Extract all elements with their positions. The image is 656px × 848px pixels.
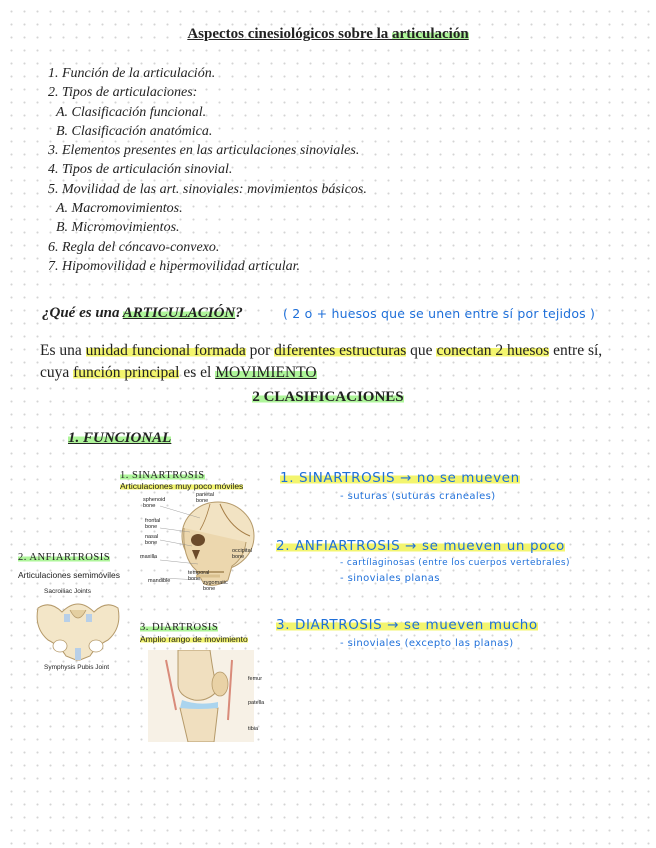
note-sinartrosis-item: - suturas (suturas craneales) — [340, 491, 496, 502]
toc-list — [48, 64, 367, 276]
skull-label-frontal: frontal bone — [145, 518, 161, 530]
toc-item: A. Macromovimientos. — [56, 201, 183, 217]
note-diartrosis-heading: 3. DIARTROSIS → se mueven mucho — [276, 617, 538, 633]
toc-item: 7. Hipomovilidad e hipermovilidad articular. — [48, 258, 300, 274]
note-anfiartrosis-item: - cartílaginosas (entre los cuerpos vertebrales) — [340, 558, 570, 568]
toc-item: 5. Movilidad de las art. sinoviales: movimientos básicos. — [48, 181, 367, 197]
diartrosis-figure-subtitle: Amplio rango de movimiento — [140, 634, 248, 644]
skull-label-parietal: parietal bone — [196, 492, 215, 504]
skull-label-maxilla: maxilla — [140, 554, 158, 560]
page-title — [0, 26, 656, 43]
title-text: Aspectos cinesiológicos sobre la articulación — [187, 26, 469, 42]
note-sinartrosis-heading: 1. SINARTROSIS → no se mueven — [280, 470, 520, 486]
sinartrosis-figure-subtitle: Articulaciones muy poco móviles — [120, 481, 244, 491]
toc-item: 6. Regla del cóncavo-convexo. — [48, 239, 220, 255]
toc-item: 2. Tipos de articulaciones: — [48, 85, 198, 101]
toc-item: A. Clasificación funcional. — [56, 104, 207, 120]
note-anfiartrosis-heading: 2. ANFIARTROSIS → se mueven un poco — [276, 538, 565, 554]
knee-label-femur: femur — [248, 676, 263, 682]
definition-paragraph: Es una unidad funcional formada por diferentes estructuras que conectan 2 huesos entre sí, cuya función principal es el MOVIMIENTO — [40, 342, 603, 381]
knee-label-patella: patella — [248, 700, 265, 706]
note-anfiartrosis-item: - sinoviales planas — [340, 573, 440, 584]
skull-label-mandible: mandible — [148, 578, 171, 584]
toc-item: 4. Tipos de articulación sinovial. — [48, 162, 233, 178]
sinartrosis-figure-title: 1. SINARTROSIS — [120, 470, 205, 481]
pelvis-illustration — [30, 594, 126, 666]
skull-label-occipital: occipital bone — [232, 548, 252, 560]
knee-label-tibia: tibia — [248, 726, 259, 732]
functional-heading: 1. FUNCIONAL — [68, 430, 172, 446]
question-handwritten-note: ( 2 o + huesos que se unen entre sí por tejidos ) — [283, 306, 596, 321]
anfiartrosis-figure-subtitle: Articulaciones semimóviles — [18, 570, 121, 580]
pelvis-label-symphysis: Symphysis Pubis Joint — [44, 664, 110, 671]
classifications-heading: 2 CLASIFICACIONES — [252, 389, 404, 405]
knee-illustration — [148, 650, 254, 742]
skull-label-nasal: nasal bone — [145, 534, 159, 546]
skull-label-temporal: temporal bone — [188, 570, 210, 582]
skull-label-zygomatic: zygomatic bone — [203, 580, 228, 592]
toc-item: B. Clasificación anatómica. — [56, 123, 213, 139]
toc-item: B. Micromovimientos. — [56, 220, 180, 236]
diartrosis-figure-title: 3. DIARTROSIS — [140, 622, 219, 633]
skull-label-sphenoid: sphenoid bone — [143, 497, 166, 509]
question-heading: ¿Qué es una ARTICULACIÓN? — [42, 305, 243, 321]
note-diartrosis-item: - sinoviales (excepto las planas) — [340, 638, 514, 649]
toc-item: 3. Elementos presentes en las articulaciones sinoviales. — [48, 143, 360, 159]
anfiartrosis-figure-title: 2. ANFIARTROSIS — [18, 552, 111, 563]
toc-item: 1. Función de la articulación. — [48, 66, 216, 81]
pelvis-label-sacroiliac: Sacroiliac Joints — [44, 588, 91, 595]
